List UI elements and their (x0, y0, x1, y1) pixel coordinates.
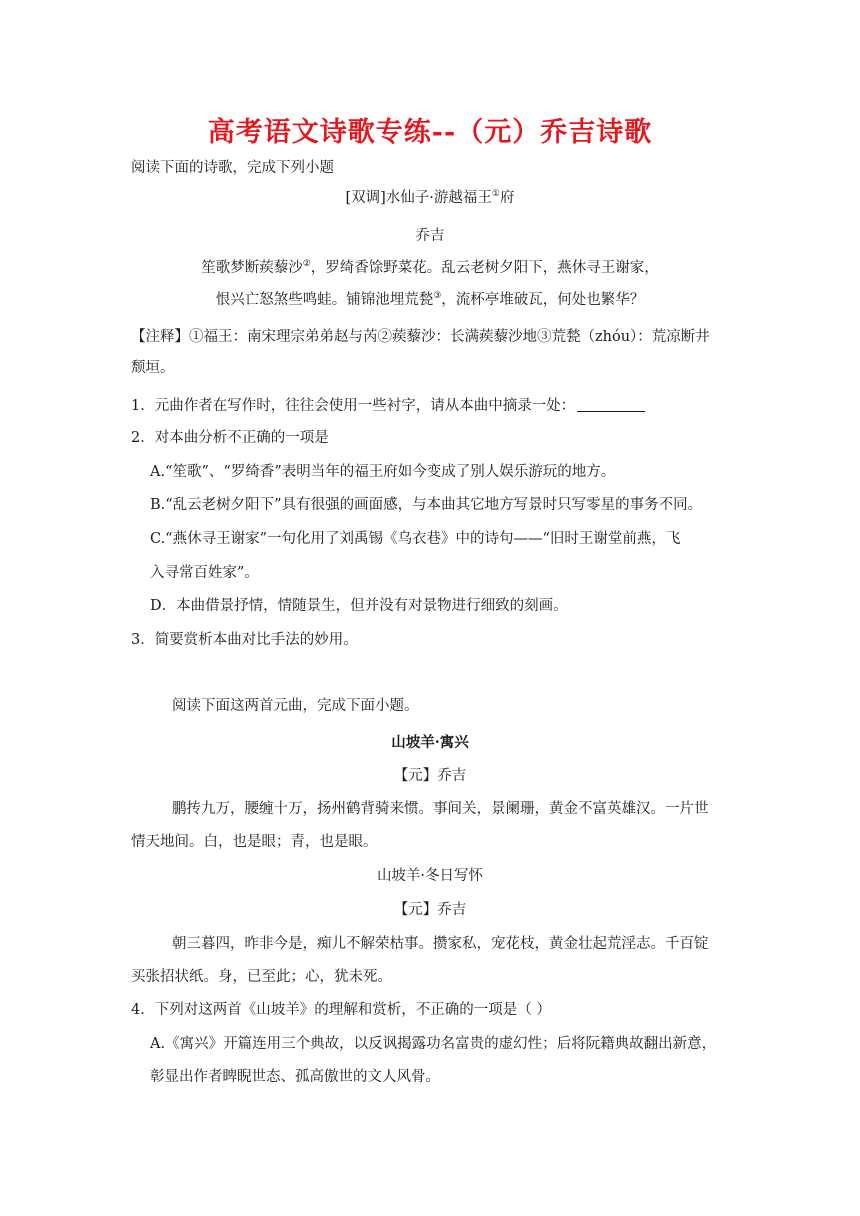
poem-author: 乔吉 (415, 228, 445, 244)
poem2-line-1: 朝三暮四，昨非今是，痴儿不解荣枯事。攒家私，宠花枝，黄金壮起荒淫志。千百锭 (172, 936, 709, 952)
annotation-line-2: 颓垣。 (131, 360, 175, 376)
poem-title: [双调]水仙子·游越福王①府 (345, 189, 515, 206)
question-2-option-c-line-1: C.“燕休寻王谢家”一句化用了刘禹锡《乌衣巷》中的诗句——“旧时王谢堂前燕，飞 (150, 531, 681, 547)
poem-line-2: 恨兴亡怒煞些鸣蛙。铺锦池埋荒甃③，流杯亭堆破瓦，何处也繁华？ (215, 291, 645, 308)
poem2-line-2: 买张招状纸。身，已至此；心，犹未死。 (131, 969, 392, 985)
poem1-author: 【元】乔吉 (393, 768, 467, 784)
poem1-line-2: 情天地间。白，也是眼；青，也是眼。 (131, 834, 378, 850)
question-3: 3．简要赏析本曲对比手法的妙用。 (131, 632, 358, 648)
section1-intro: 阅读下面的诗歌，完成下列小题 (131, 160, 334, 176)
answer-blank[interactable] (577, 397, 645, 412)
question-2-option-a: A.“笙歌”、“罗绮香”表明当年的福王府如今变成了别人娱乐游玩的地方。 (150, 464, 616, 480)
question-2-option-c-line-2: 入寻常百姓家”。 (150, 565, 259, 581)
question-4-option-a-line-2: 彰显出作者睥睨世态、孤高傲世的文人风骨。 (150, 1069, 440, 1085)
question-4: 4．下列对这两首《山坡羊》的理解和赏析，不正确的一项是（ ） (131, 1002, 551, 1018)
annotation-line-1: 【注释】①福王：南宋理宗弟弟赵与芮②蒺藜沙：长满蒺藜沙地③荒甃（zhóu）：荒凉断井 (131, 329, 710, 345)
document-title: 高考语文诗歌专练--（元）乔吉诗歌 (207, 117, 653, 148)
section2-intro: 阅读下面这两首元曲，完成下面小题。 (172, 698, 419, 714)
poem2-title: 山坡羊·冬日写怀 (376, 868, 484, 884)
poem-line-1: 笙歌梦断蒺藜沙②，罗绮香馀野菜花。乱云老树夕阳下，燕休寻王谢家， (201, 259, 659, 276)
poem1-line-1: 鹏抟九万，腰缠十万，扬州鹤背骑来惯。事间关，景阑珊，黄金不富英雄汉。一片世 (172, 801, 709, 817)
question-2: 2．对本曲分析不正确的一项是 (131, 430, 329, 446)
question-2-option-b: B.“乱云老树夕阳下”具有很强的画面感，与本曲其它地方写景时只写零星的事务不同。 (150, 497, 703, 513)
question-4-option-a-line-1: A.《寓兴》开篇连用三个典故，以反讽揭露功名富贵的虚幻性；后将阮籍典故翻出新意， (150, 1036, 717, 1052)
question-1: 1．元曲作者在写作时，往往会使用一些衬字，请从本曲中摘录一处： (131, 396, 645, 416)
poem2-author: 【元】乔吉 (393, 902, 467, 918)
question-2-option-d: D．本曲借景抒情，情随景生，但并没有对景物进行细致的刻画。 (150, 598, 568, 614)
poem1-title: 山坡羊·寓兴 (391, 734, 469, 751)
